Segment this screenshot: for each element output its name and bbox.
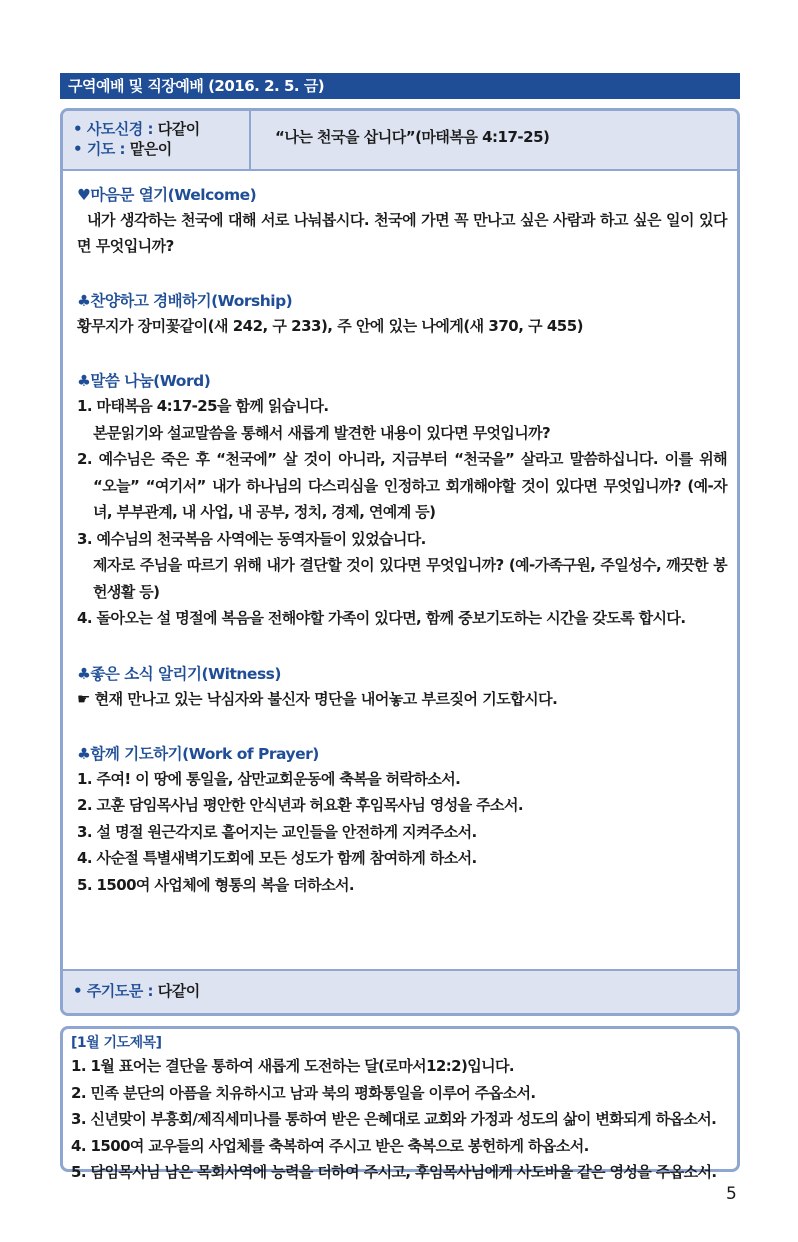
list-item: 2. 민족 분단의 아픔을 치유하시고 남과 북의 평화통일을 이루어 주옵소서. (71, 1083, 536, 1102)
leader-info (63, 111, 251, 169)
list-item: 4. 1500여 교우들의 사업체를 축복하여 주시고 받은 축복으로 봉헌하게 하옵소서. (71, 1136, 589, 1155)
worship-content (63, 171, 737, 898)
prayer-title: ♣함께 기도하기(Work of Prayer) (77, 744, 319, 763)
word-title: ♣말씀 나눔(Word) (77, 372, 211, 390)
list-item: 1. 마태복음 4:17-25을 함께 읽습니다. (77, 397, 329, 415)
worship-title: ♣찬양하고 경배하기(Worship) (77, 292, 293, 310)
list-item: 3. 예수님의 천국복음 사역에는 동역자들이 있었습니다. (77, 529, 426, 548)
welcome-text: 내가 생각하는 천국에 대해 서로 나눠봅시다. 천국에 가면 꼭 만나고 싶은 사람과 하고 싶은 일이 있다면 무엇입니까? (77, 211, 727, 255)
header-title: 구역예배 및 직장예배 (2016. 2. 5. 금) (68, 77, 325, 95)
list-item: 1. 주여! 이 땅에 통일을, 삼만교회운동에 축복을 허락하소서. (77, 769, 461, 788)
witness-section (77, 662, 727, 712)
word-section (77, 369, 727, 632)
lords-prayer-label: 주기도문 : (86, 982, 153, 1000)
worship-section (77, 289, 727, 339)
lords-prayer-footer (63, 969, 737, 1013)
prayer-items (77, 766, 727, 899)
sermon-title: “나는 천국을 삽니다”(마태복음 4:17-25) (275, 128, 550, 146)
prayer-label: 기도 : (86, 140, 126, 158)
bullet-icon: • (73, 120, 87, 138)
worship-order-box (60, 108, 740, 1016)
word-questions (77, 393, 727, 632)
monthly-prayer-title: [1월 기도제목] (71, 1035, 162, 1051)
list-item: 3. 설 명절 원근각지로 흩어지는 교인들을 안전하게 지켜주소서. (77, 822, 477, 841)
prayer-value: 맡은이 (129, 140, 172, 158)
welcome-title: ♥마음문 열기(Welcome) (77, 186, 257, 204)
creed-line (73, 119, 249, 139)
monthly-prayer-box (60, 1026, 740, 1181)
list-item: 5. 1500여 사업체에 형통의 복을 더하소서. (77, 875, 354, 894)
list-item: 1. 1월 표어는 결단을 통하여 새롭게 도전하는 달(로마서12:2)입니다. (71, 1057, 515, 1075)
lords-prayer-value: 다같이 (157, 982, 200, 1000)
list-item: 4. 사순절 특별새벽기도회에 모든 성도가 함께 참여하게 하소서. (77, 849, 477, 867)
witness-text: ☛ 현재 만나고 있는 낙심자와 불신자 명단을 내어놓고 부르짖어 기도합시다. (77, 689, 558, 708)
bullet-icon: • (73, 140, 87, 158)
creed-value: 다같이 (157, 120, 200, 138)
bullet-icon: • (73, 982, 87, 1000)
witness-title: ♣좋은 소식 알리기(Witness) (77, 664, 281, 683)
info-row (63, 111, 737, 171)
list-item: 5. 담임목사님 남은 목회사역에 능력을 더하여 주시고, 후임목사님에게 사도바울 같은 영성을 주옵소서. (71, 1163, 717, 1181)
page-number: 5 (726, 1184, 737, 1204)
welcome-section (77, 183, 727, 259)
creed-label: 사도신경 : (86, 120, 153, 138)
worship-header-bar (60, 73, 740, 99)
monthly-prayer-list (71, 1053, 731, 1186)
worship-hymns: 황무지가 장미꽃같이(새 242, 구 233), 주 안에 있는 나에게(새 370, 구 455) (77, 317, 583, 335)
list-item: 2. 예수님은 죽은 후 “천국에” 살 것이 아니라, 지금부터 “천국을” 살라고 말씀하십니다. 이를 위해 “오늘” “여기서” 내가 하나님의 다스리심을 인정하고 회개해야할 것이 있다면 무엇입니까? (예-자녀, 부부관계, 내 사업, 내 공부, 정치, 경제, 연예계 등) (77, 450, 727, 521)
prayer-section (77, 742, 727, 899)
list-item: 본문읽기와 설교말씀을 통해서 새롭게 발견한 내용이 있다면 무엇입니까? (93, 423, 551, 442)
prayer-leader-line (73, 139, 249, 159)
list-item: 제자로 주님을 따르기 위해 내가 결단할 것이 있다면 무엇입니까? (예-가족구원, 주일성수, 깨끗한 봉헌생활 등) (93, 556, 727, 601)
list-item: 4. 돌아오는 설 명절에 복음을 전해야할 가족이 있다면, 함께 중보기도하는 시간을 갖도록 합시다. (77, 609, 686, 627)
list-item: 3. 신년맞이 부흥회/제직세미나를 통하여 받은 은혜대로 교회와 가정과 성도의 삶이 변화되게 하옵소서. (71, 1110, 717, 1128)
list-item: 2. 고훈 담임목사님 평안한 안식년과 허요환 후임목사님 영성을 주소서. (77, 796, 523, 814)
